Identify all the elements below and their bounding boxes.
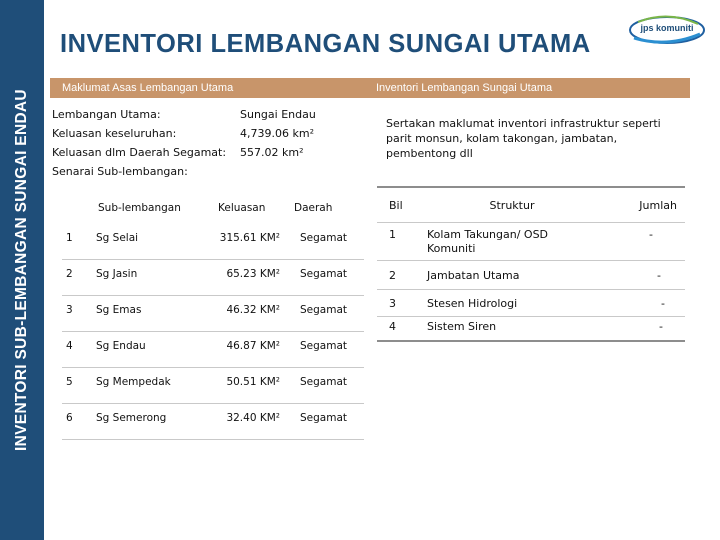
logo	[628, 8, 706, 50]
table-row	[62, 404, 364, 440]
side-banner	[0, 0, 44, 540]
row-sub-basin: Sg Selai	[96, 232, 139, 244]
info-value-main-basin: Sungai Endau	[240, 108, 316, 121]
row-area: 65.23 KM²	[226, 268, 280, 280]
row-area: 315.61 KM²	[219, 232, 280, 244]
row-quantity: -	[657, 269, 661, 282]
row-area: 46.32 KM²	[226, 304, 280, 316]
header-structure: Struktur	[489, 199, 535, 212]
info-value-district-area: 557.02 km²	[240, 146, 304, 159]
row-bil: 4	[389, 320, 396, 333]
info-label-district-area: Keluasan dlm Daerah Segamat:	[52, 146, 227, 159]
row-number: 4	[66, 340, 73, 352]
table-row	[62, 260, 364, 296]
row-quantity: -	[649, 228, 653, 241]
info-label-total-area: Keluasan keseluruhan:	[52, 127, 177, 140]
jps-komuniti-logo-icon	[628, 8, 706, 50]
logo-text: jps komuniti	[640, 23, 694, 33]
row-district: Segamat	[300, 232, 348, 244]
row-number: 2	[66, 268, 73, 280]
info-label-main-basin: Lembangan Utama:	[52, 108, 161, 121]
table-row	[62, 296, 364, 332]
table-row	[62, 224, 364, 260]
info-label-sub-basins: Senarai Sub-lembangan:	[52, 165, 188, 178]
row-bil: 1	[389, 228, 396, 241]
row-number: 3	[66, 304, 73, 316]
page-title: INVENTORI LEMBANGAN SUNGAI UTAMA	[60, 30, 591, 58]
row-district: Segamat	[300, 268, 348, 280]
header-area: Keluasan	[218, 202, 266, 214]
row-structure: Kolam Takungan/ OSD Komuniti	[427, 228, 549, 255]
row-district: Segamat	[300, 376, 348, 388]
header-sub-basin: Sub-lembangan	[98, 202, 181, 214]
inventory-table-header	[377, 188, 685, 222]
row-number: 1	[66, 232, 73, 244]
row-structure: Stesen Hidrologi	[427, 297, 518, 310]
row-area: 50.51 KM²	[226, 376, 280, 388]
row-structure: Sistem Siren	[427, 320, 497, 333]
row-bil: 2	[389, 269, 396, 282]
row-area: 32.40 KM²	[226, 412, 280, 424]
side-title: INVENTORI SUB-LEMBANGAN SUNGAI ENDAU	[13, 89, 30, 451]
left-section-heading: Maklumat Asas Lembangan Utama	[50, 78, 372, 98]
table-row	[377, 222, 685, 260]
row-district: Segamat	[300, 412, 348, 424]
sub-basin-table	[62, 190, 364, 440]
header-bil: Bil	[389, 199, 403, 212]
row-district: Segamat	[300, 304, 348, 316]
row-quantity: -	[659, 320, 663, 333]
table-row	[62, 332, 364, 368]
table-row	[377, 316, 685, 340]
table-row	[377, 260, 685, 289]
row-sub-basin: Sg Jasin	[96, 268, 138, 280]
inventory-note: Sertakan maklumat inventori infrastruktur seperti parit monsun, kolam takongan, jambatan, pembentong dll	[386, 117, 661, 160]
header-district: Daerah	[294, 202, 333, 214]
row-structure: Jambatan Utama	[427, 269, 520, 282]
row-sub-basin: Sg Endau	[96, 340, 146, 352]
row-sub-basin: Sg Emas	[96, 304, 142, 316]
right-section-heading: Inventori Lembangan Sungai Utama	[372, 78, 690, 98]
row-district: Segamat	[300, 340, 348, 352]
row-sub-basin: Sg Semerong	[96, 412, 167, 424]
row-number: 5	[66, 376, 73, 388]
sub-basin-table-header	[62, 190, 364, 224]
info-value-total-area: 4,739.06 km²	[240, 127, 314, 140]
info-labels	[52, 105, 226, 181]
inventory-table	[377, 186, 685, 342]
row-quantity: -	[661, 297, 665, 310]
table-row	[377, 289, 685, 316]
row-sub-basin: Sg Mempedak	[96, 376, 171, 388]
info-values	[240, 105, 316, 162]
header-quantity: Jumlah	[639, 199, 677, 212]
row-area: 46.87 KM²	[226, 340, 280, 352]
table-row	[62, 368, 364, 404]
row-number: 6	[66, 412, 73, 424]
row-bil: 3	[389, 297, 396, 310]
